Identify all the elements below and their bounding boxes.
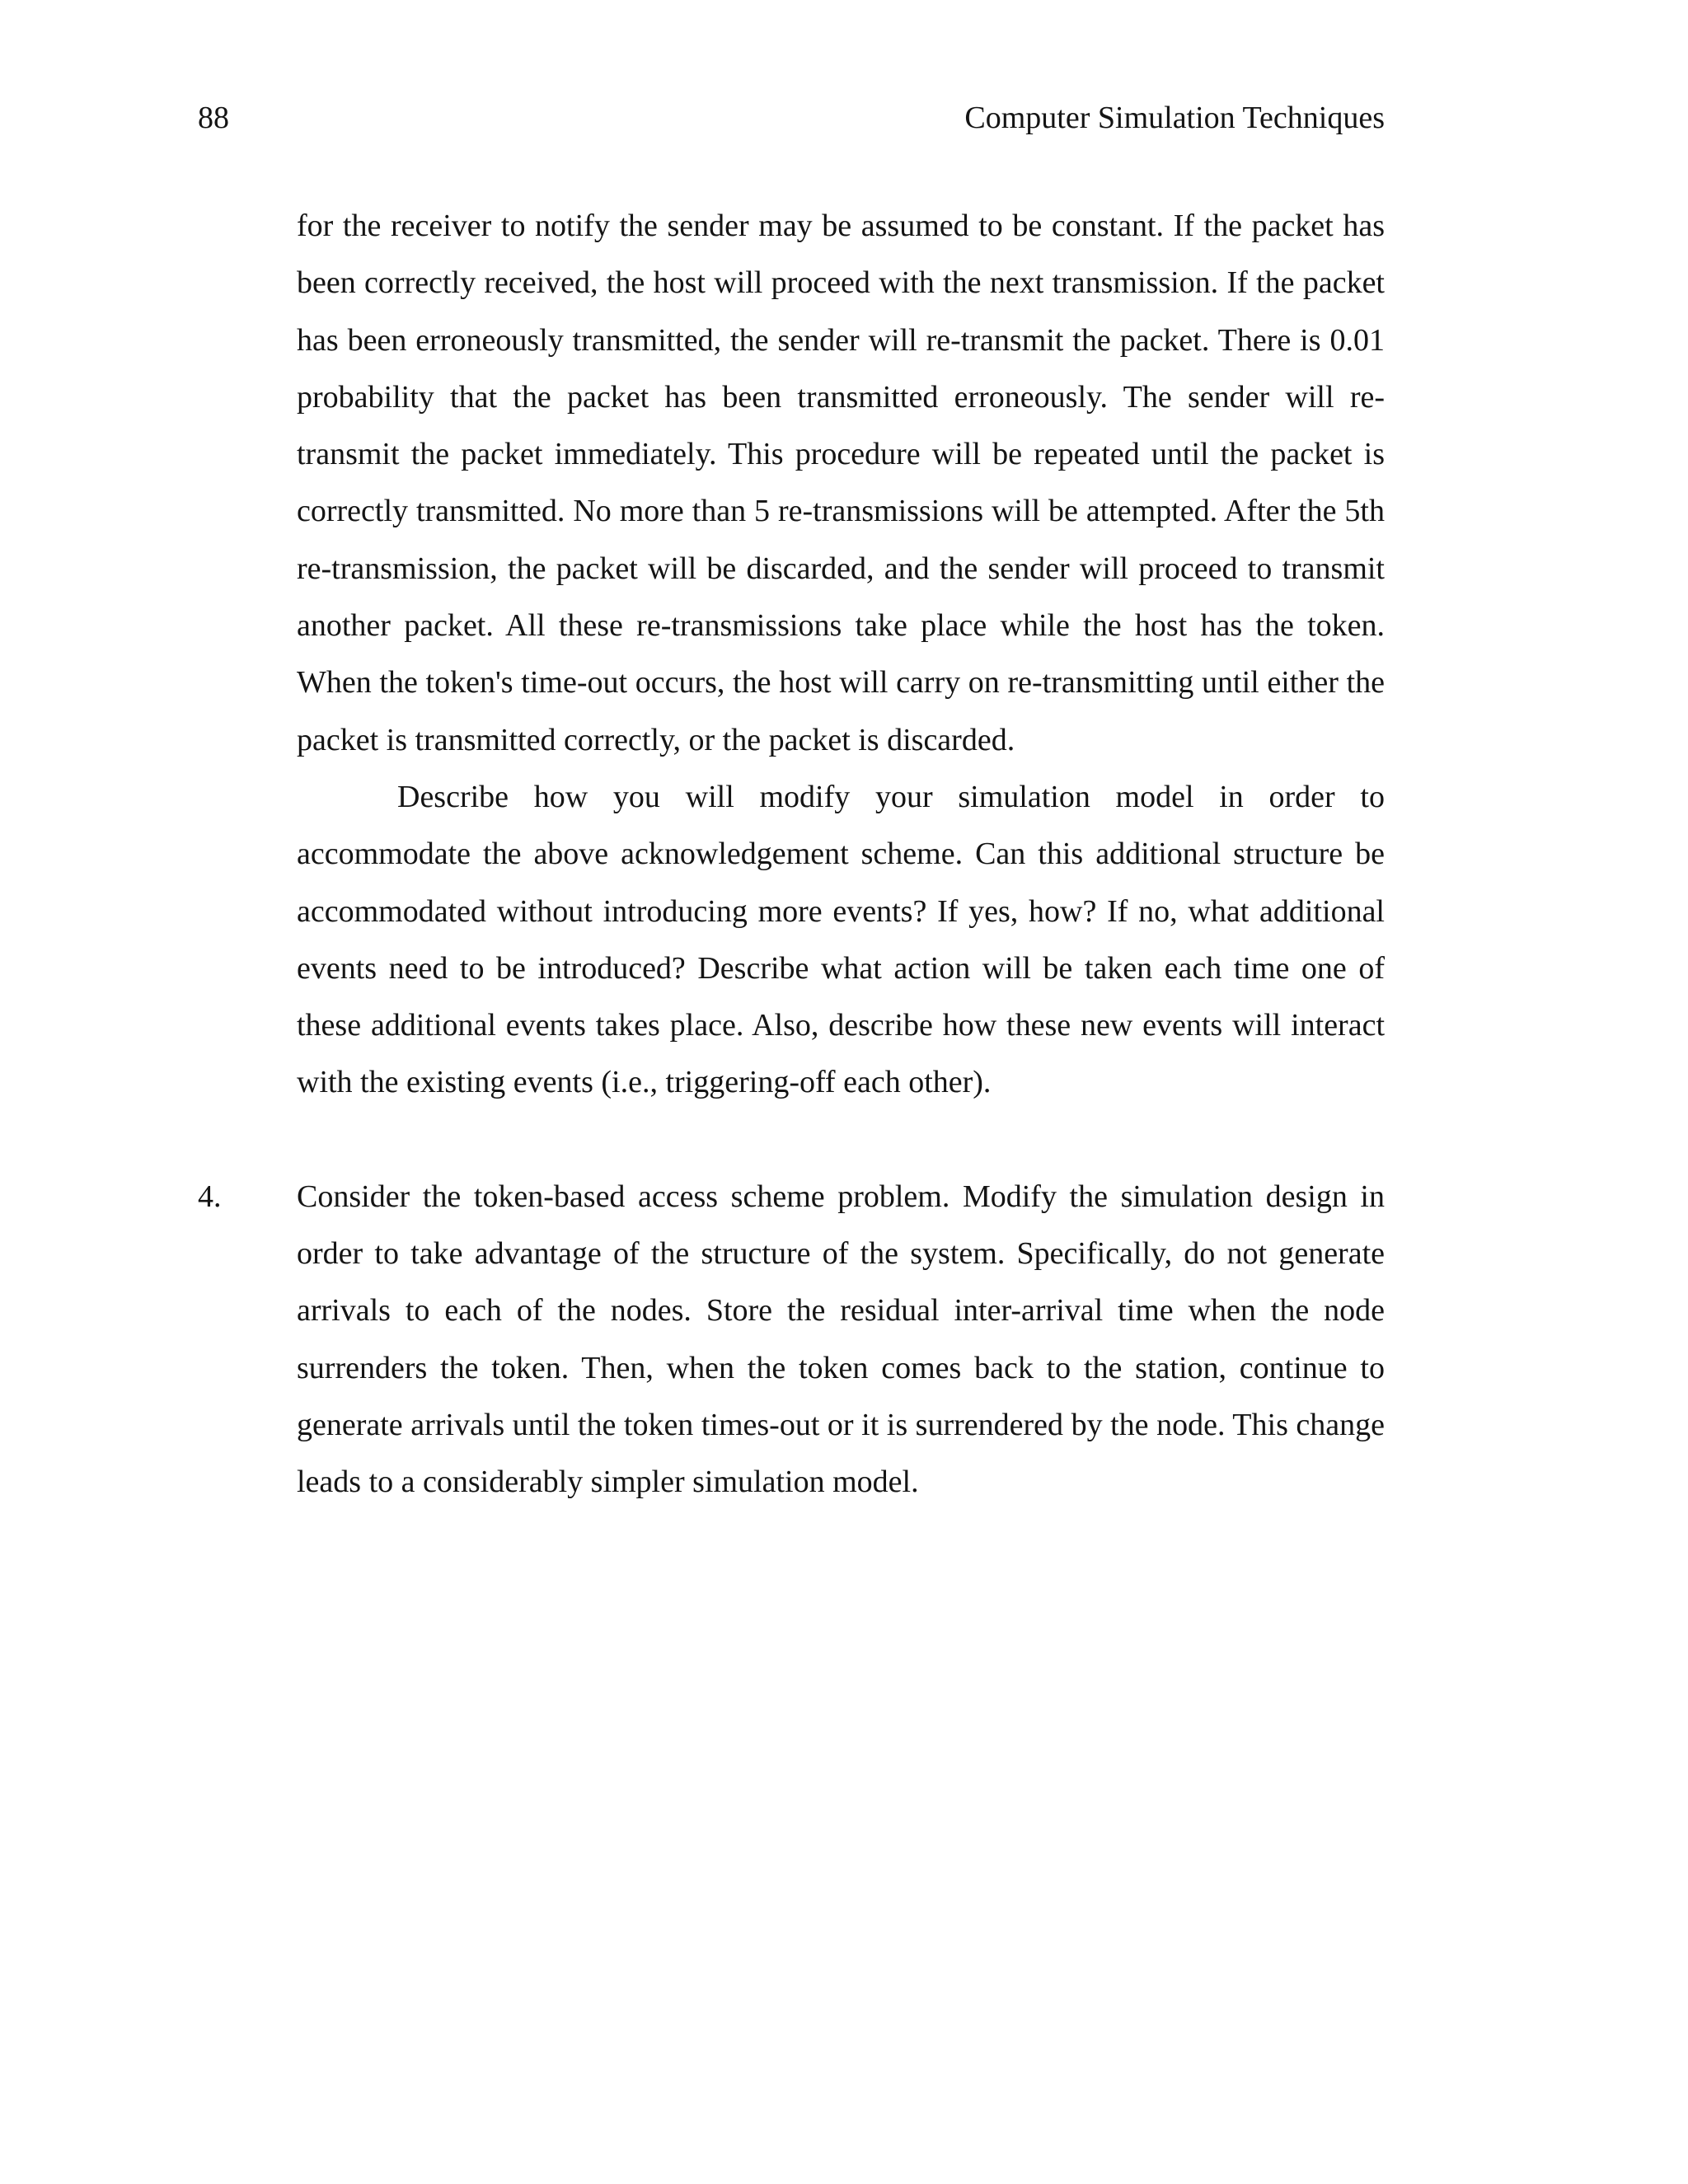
running-header	[198, 97, 1385, 138]
paragraph-continued: for the receiver to notify the sender may be assumed to be constant. If the packet has been correctly received, the host will proceed with the next transmission. If the packet has been erroneously transmitted, the sender will re-transmit the packet. There is 0.01 probability that the packet has been transmitted erroneously. The sender will re-transmit the packet immediately. This procedure will be repeated until the packet is correctly transmitted. No more than 5 re-transmissions will be attempted. After the 5th re-transmission, the packet will be discarded, and the sender will proceed to transmit another packet. All these re-transmissions take place while the host has the token. When the token's time-out occurs, the host will carry on re-transmitting until either the packet is transmitted correctly, or the packet is discarded.	[297, 209, 1385, 757]
body-text	[198, 198, 1385, 1511]
paragraph-question: Describe how you will modify your simulation model in order to accommodate the above acknowledgement scheme. Can this additional structure be accommodated without introducing more events? If yes, how? If no, what additional events need to be introduced? Describe what action will be taken each time one of these additional events takes place. Also, describe how these new events will interact with the existing events (i.e., triggering-off each other).	[297, 779, 1385, 1100]
exercise-number: 4.	[198, 1179, 222, 1214]
running-title: Computer Simulation Techniques	[964, 101, 1385, 135]
page-number: 88	[198, 101, 229, 135]
exercise-item-4	[198, 1169, 1385, 1511]
exercise-text: Consider the token-based access scheme problem. Modify the simulation design in order to take advantage of the structure of the system. Specifically, do not generate arrivals to each of the nodes. Store the residual inter-arrival time when the node surrenders the token. Then, when the token comes back to the station, continue to generate arrivals until the token times-out or it is surrendered by the node. This change leads to a considerably simpler simulation model.	[297, 1179, 1385, 1500]
